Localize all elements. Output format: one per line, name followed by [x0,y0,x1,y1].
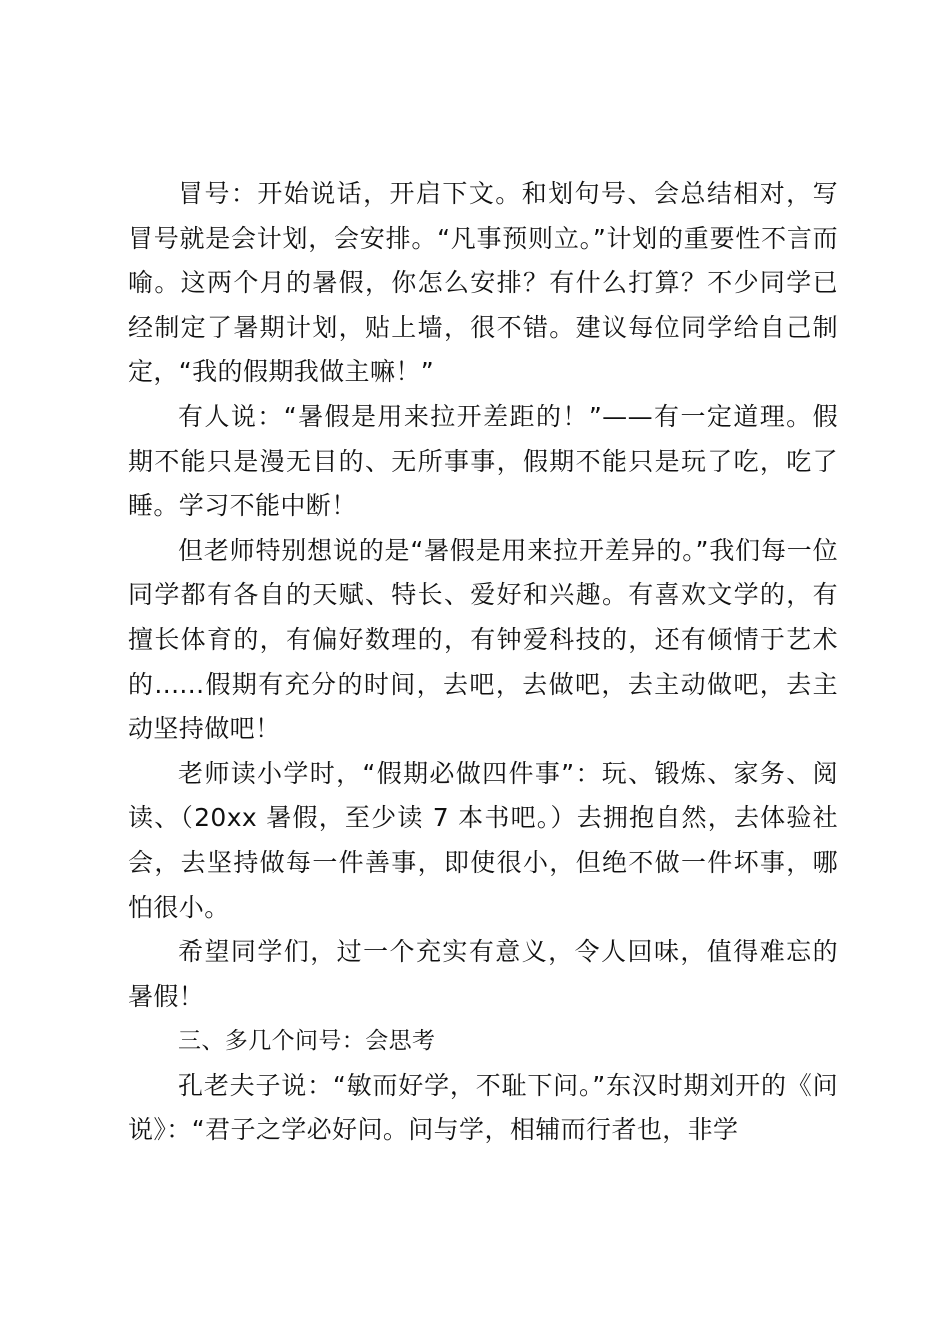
paragraph-four-things: 老师读小学时，“假期必做四件事”：玩、锻炼、家务、阅读、（20xx 暑假，至少读 7 本书吧。）去拥抱自然，去体验社会，去坚持做每一件善事，即使很小，但绝不做一件坏事，哪怕很小。 [128,758,838,922]
paragraph-hope: 希望同学们，过一个充实有意义，令人回味，值得难忘的暑假！ [128,937,838,1011]
paragraph-difference: 但老师特别想说的是“暑假是用来拉开差异的。”我们每一位同学都有各自的天赋、特长、爱好和兴趣。有喜欢文学的，有擅长体育的，有偏好数理的，有钟爱科技的，还有倾情于艺术的......假期有充分的时间，去吧，去做吧，去主动做吧，去主动坚持做吧！ [128,535,838,744]
paragraph-confucius: 孔老夫子说：“敏而好学，不耻下问。”东汉时期刘开的《问说》：“君子之学必好问。问与学，相辅而行者也，非学 [128,1070,838,1145]
paragraph-colon: 冒号：开始说话，开启下文。和划句号、会总结相对，写冒号就是会计划，会安排。“凡事预则立。”计划的重要性不言而喻。这两个月的暑假，你怎么安排？有什么打算？不少同学已经制定了暑期计划，贴上墙，很不错。建议每位同学给自己制定，“我的假期我做主嘛！” [128,179,838,387]
section-heading: 三、多几个问号：会思考 [178,1028,436,1055]
document-body [128,172,838,1153]
paragraph-gap: 有人说：“暑假是用来拉开差距的！”——有一定道理。假期不能只是漫无目的、无所事事，假期不能只是玩了吃，吃了睡。学习不能中断！ [128,401,838,521]
